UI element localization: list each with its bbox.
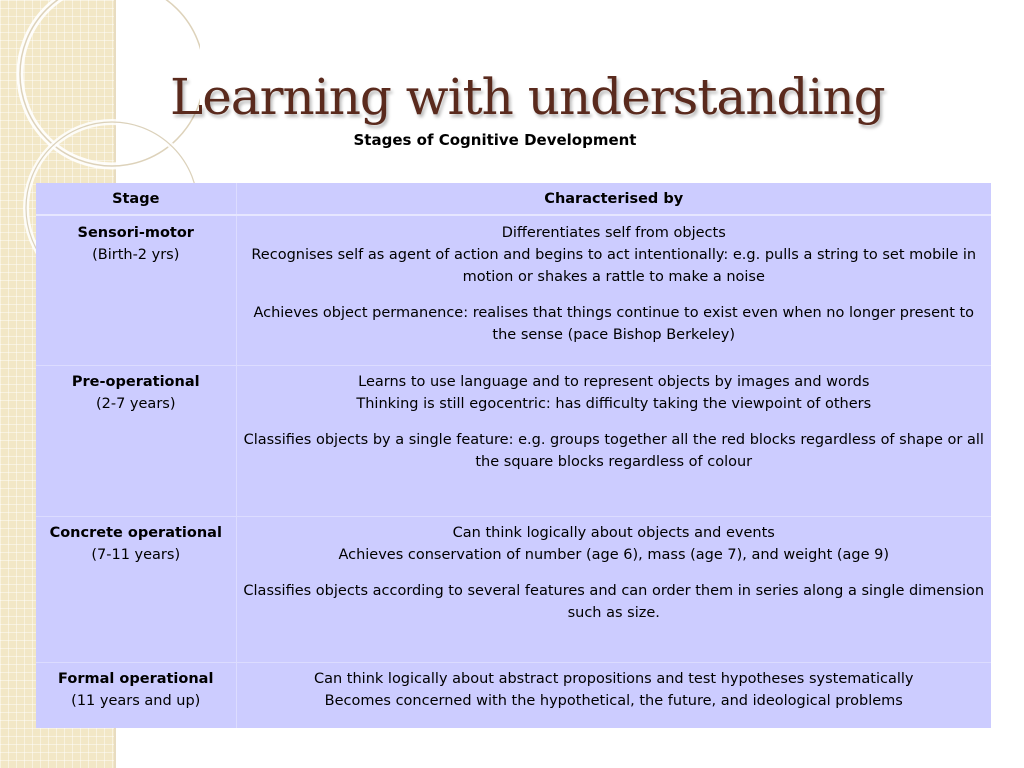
stage-age: (7-11 years) — [91, 547, 181, 563]
description-line: Learns to use language and to represent objects by images and words — [358, 374, 870, 390]
stage-age: (2-7 years) — [95, 396, 176, 412]
table-row — [36, 663, 991, 729]
stage-cell — [36, 517, 236, 663]
table-row — [36, 366, 991, 517]
description-line: Thinking is still egocentric: has difficulty taking the viewpoint of others — [356, 396, 872, 412]
table-row — [36, 517, 991, 663]
description-paragraph — [243, 222, 986, 288]
description-cell — [236, 366, 991, 517]
stage-name: Sensori-motor — [77, 225, 194, 241]
description-cell — [236, 517, 991, 663]
description-paragraph — [243, 429, 986, 473]
description-line: Can think logically about objects and events — [452, 525, 775, 541]
description-paragraph — [243, 371, 986, 415]
slide-title: Learning with understanding — [170, 68, 885, 126]
description-cell — [236, 663, 991, 729]
description-paragraph — [243, 580, 986, 624]
description-line: Achieves conservation of number (age 6), mass (age 7), and weight (age 9) — [338, 547, 890, 563]
header-stage: Stage — [36, 183, 236, 215]
slide-subtitle: Stages of Cognitive Development — [353, 131, 637, 149]
stage-name: Formal operational — [58, 671, 214, 687]
table-header-row — [36, 183, 991, 215]
stage-age: (Birth-2 yrs) — [92, 247, 180, 263]
description-cell — [236, 215, 991, 366]
stage-name: Pre-operational — [71, 374, 200, 390]
stage-age: (11 years and up) — [71, 693, 201, 709]
stage-name: Concrete operational — [49, 525, 222, 541]
stage-cell — [36, 215, 236, 366]
description-paragraph — [243, 302, 986, 346]
stage-cell — [36, 366, 236, 517]
stage-cell — [36, 663, 236, 729]
description-line: Classifies objects by a single feature: e.g. groups together all the red blocks regardless of shape or all the square blocks regardless of colour — [243, 432, 984, 470]
description-line: Differentiates self from objects — [501, 225, 726, 241]
header-characterised-by: Characterised by — [236, 183, 991, 215]
description-line: Classifies objects according to several features and can order them in series along a single dimension such as size. — [243, 583, 985, 621]
description-line: Can think logically about abstract propositions and test hypotheses systematically — [314, 671, 914, 687]
description-line: Achieves object permanence: realises that things continue to exist even when no longer present to the sense (pace Bishop Berkeley) — [253, 305, 975, 343]
table-row — [36, 215, 991, 366]
description-line: Recognises self as agent of action and begins to act intentionally: e.g. pulls a string to set mobile in motion or shakes a rattle to make a noise — [251, 247, 977, 285]
cognitive-stages-table — [36, 183, 991, 728]
description-paragraph — [243, 522, 986, 566]
description-line: Becomes concerned with the hypothetical, the future, and ideological problems — [324, 693, 903, 709]
description-paragraph — [243, 668, 986, 712]
